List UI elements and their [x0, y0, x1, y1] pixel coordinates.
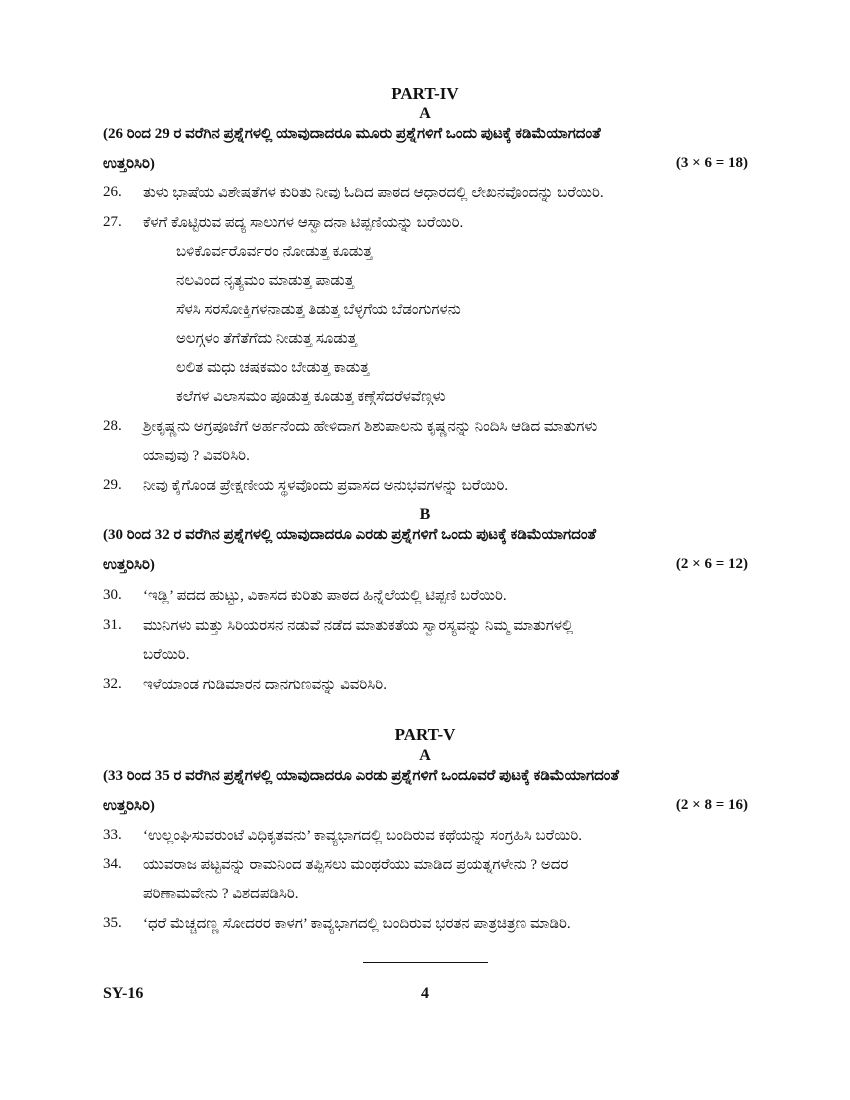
question-text: ಶ್ರೀಕೃಷ್ಣನು ಅಗ್ರಪೂಜೆಗೆ ಅರ್ಹನೆಂದು ಹೇಳಿದಾಗ ಶಿಶುಪಾಲನು ಕೃಷ್ಣನನ್ನು ನಿಂದಿಸಿ ಆಡಿದ ಮಾತುಗಳು [143, 419, 598, 435]
question-text: ನೀವು ಕೈಗೊಂಡ ಪ್ರೇಕ್ಷಣೀಯ ಸ್ಥಳವೊಂದು ಪ್ರವಾಸದ ಅನುಭವಗಳನ್ನು ಬರೆಯಿರಿ. [143, 478, 509, 494]
question-30 [103, 587, 748, 605]
question-28 [103, 418, 748, 436]
part-v-a-instruction-cont [103, 797, 748, 815]
page-number: 4 [421, 985, 429, 1002]
question-text: ಇಳೆಯಾಂಡ ಗುಡಿಮಾರನ ದಾನಗುಣವನ್ನು ವಿವರಿಸಿರಿ. [143, 677, 387, 693]
part-v-a-instruction: (33 ರಿಂದ 35 ರ ವರೆಗಿನ ಪ್ರಶ್ನೆಗಳಲ್ಲಿ ಯಾವುದಾದರೂ ಎರಡು ಪ್ರಶ್ನೆಗಳಿಗೆ ಒಂದೂವರೆ ಪುಟಕ್ಕೆ ಕಡಿಮೆಯಾಗದಂತೆ [103, 768, 620, 784]
question-32 [103, 676, 748, 694]
question-31 [103, 617, 748, 635]
question-27 [103, 214, 748, 232]
part-iv-section-b-label: B [419, 506, 431, 523]
instruction-answer-label: ಉತ್ತರಿಸಿರಿ) [103, 557, 155, 573]
part-iv-b-instruction-cont [103, 556, 748, 574]
question-text-continued: ಪರಿಣಾಮವೇನು ? ವಿಶದಪಡಿಸಿರಿ. [143, 886, 299, 902]
poem-line: ಅಲಗ್ಗಳಂ ತೆಗೆತೆಗೆದು ನೀಡುತ್ತ ಸೂಡುತ್ತ [176, 331, 357, 347]
question-text-continued: ಬರೆಯಿರಿ. [143, 647, 190, 663]
question-26 [103, 184, 748, 202]
instruction-answer-label: ಉತ್ತರಿಸಿರಿ) [103, 798, 155, 814]
part-iv-a-instruction-cont [103, 155, 748, 173]
question-number: 34. [103, 856, 122, 872]
part-v-title: PART-V [394, 725, 456, 744]
part-v-section-a-label: A [419, 747, 431, 764]
poem-line: ನಲವಿಂದ ನೃತ್ಯಮಂ ಮಾಡುತ್ತ ಪಾಡುತ್ತ [176, 273, 354, 289]
question-text-continued: ಯಾವುವು ? ವಿವರಿಸಿರಿ. [143, 448, 250, 464]
question-number: 29. [103, 477, 122, 493]
question-number: 33. [103, 827, 122, 843]
poem-line: ಸೆಳಸಿ ಸರಸೋಕ್ತಿಗಳನಾಡುತ್ತ ತಿಡುತ್ತ ಬೆಳ್ಳಗೆಯ ಬೆಡಂಗುಗಳನು [176, 302, 461, 318]
question-text: ಕೆಳಗೆ ಕೊಟ್ಟಿರುವ ಪದ್ಯ ಸಾಲುಗಳ ಆಸ್ವಾದನಾ ಟಿಪ್ಪಣಿಯನ್ನು ಬರೆಯಿರಿ. [143, 215, 464, 231]
question-number: 28. [103, 418, 122, 434]
question-number: 35. [103, 915, 122, 931]
marks-allocation: (2 × 8 = 16) [675, 797, 748, 813]
question-text: ತುಳು ಭಾಷೆಯ ವಿಶೇಷತೆಗಳ ಕುರಿತು ನೀವು ಓದಿದ ಪಾಠದ ಆಧಾರದಲ್ಲಿ ಲೇಖನವೊಂದನ್ನು ಬರೆಯಿರಿ. [143, 185, 604, 201]
poem-line: ಬಳಿಕೊರ್ವರೊರ್ವರಂ ನೋಡುತ್ತ ಕೂಡುತ್ತ [176, 244, 373, 260]
question-text: ಮುನಿಗಳು ಮತ್ತು ಸಿರಿಯರಸನ ನಡುವೆ ನಡೆದ ಮಾತುಕತೆಯ ಸ್ವಾರಸ್ಯವನ್ನು ನಿಮ್ಮ ಮಾತುಗಳಲ್ಲಿ [143, 618, 574, 634]
question-33 [103, 827, 748, 845]
question-text: ‘ಧರೆ ಮೆಚ್ಚದಣ್ಣ ಸೋದರರ ಕಾಳಗ’ ಕಾವ್ಯಭಾಗದಲ್ಲಿ ಬಂದಿರುವ ಭರತನ ಪಾತ್ರಚಿತ್ರಣ ಮಾಡಿರಿ. [143, 916, 571, 932]
poem-line: ಲಲಿತ ಮಧು ಚಷಕಮಂ ಬೇಡುತ್ತ ಕಾಡುತ್ತ [176, 360, 370, 376]
part-iv-title: PART-IV [391, 84, 459, 103]
part-iv-section-a-label: A [419, 105, 431, 122]
poem-line: ಕಲೆಗಳ ವಿಲಾಸಮಂ ಪೂಡುತ್ತ ಕೂಡುತ್ತ ಕಣ್ಗೆಸೆದರೆಳವೆಣ್ಗಳು [176, 389, 446, 405]
question-number: 27. [103, 214, 122, 230]
paper-code: SY-16 [103, 985, 144, 1002]
part-iv-a-instruction: (26 ರಿಂದ 29 ರ ವರೆಗಿನ ಪ್ರಶ್ನೆಗಳಲ್ಲಿ ಯಾವುದಾದರೂ ಮೂರು ಪ್ರಶ್ನೆಗಳಿಗೆ ಒಂದು ಪುಟಕ್ಕೆ ಕಡಿಮೆಯಾಗದಂತೆ [103, 126, 601, 142]
end-divider [363, 962, 488, 963]
question-number: 26. [103, 184, 122, 200]
question-number: 31. [103, 617, 122, 633]
question-number: 30. [103, 587, 122, 603]
part-iv-b-instruction: (30 ರಿಂದ 32 ರ ವರೆಗಿನ ಪ್ರಶ್ನೆಗಳಲ್ಲಿ ಯಾವುದಾದರೂ ಎರಡು ಪ್ರಶ್ನೆಗಳಿಗೆ ಒಂದು ಪುಟಕ್ಕೆ ಕಡಿಮೆಯಾಗದಂತೆ [103, 527, 597, 543]
question-29 [103, 477, 748, 495]
question-text: ‘ಇಡ್ಲಿ’ ಪದದ ಹುಟ್ಟು, ವಿಕಾಸದ ಕುರಿತು ಪಾಠದ ಹಿನ್ನೆಲೆಯಲ್ಲಿ ಟಿಪ್ಪಣಿ ಬರೆಯಿರಿ. [143, 588, 507, 604]
question-34 [103, 856, 748, 874]
question-text: ಯುವರಾಜ ಪಟ್ಟವನ್ನು ರಾಮನಿಂದ ತಪ್ಪಿಸಲು ಮಂಥರೆಯು ಮಾಡಿದ ಪ್ರಯತ್ನಗಳೇನು ? ಅದರ [143, 857, 569, 873]
question-text: ‘ಉಲ್ಲಂಘಿಸುವರುಂಟೆ ವಿಧಿಕೃತವನು’ ಕಾವ್ಯಭಾಗದಲ್ಲಿ ಬಂದಿರುವ ಕಥೆಯನ್ನು ಸಂಗ್ರಹಿಸಿ ಬರೆಯಿರಿ. [143, 828, 582, 844]
question-35 [103, 915, 748, 933]
question-number: 32. [103, 676, 122, 692]
marks-allocation: (2 × 6 = 12) [675, 556, 748, 572]
marks-allocation: (3 × 6 = 18) [675, 155, 748, 171]
instruction-answer-label: ಉತ್ತರಿಸಿರಿ) [103, 156, 155, 172]
